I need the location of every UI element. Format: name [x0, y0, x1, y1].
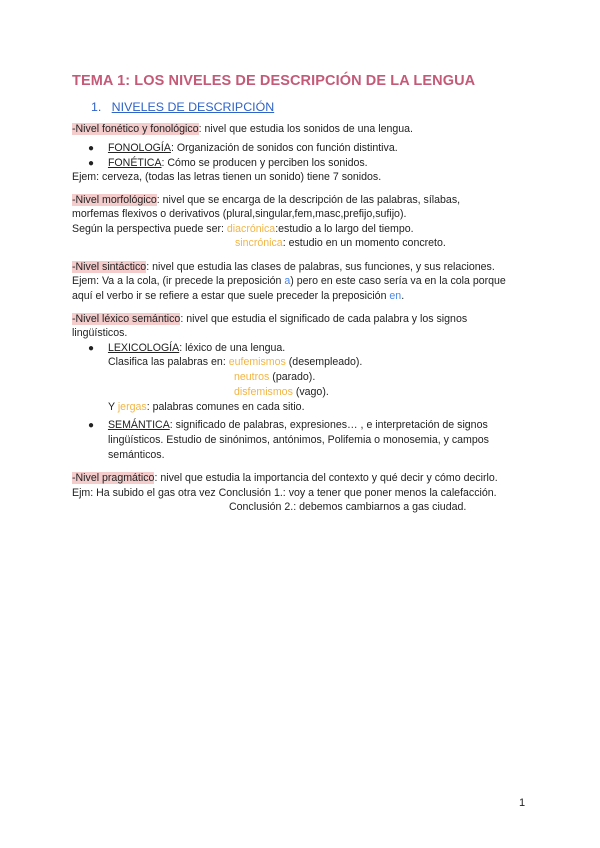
list-item	[88, 418, 488, 433]
bullet-icon: ●	[88, 143, 95, 154]
paragraph-semantico	[72, 312, 467, 326]
text: .	[401, 290, 405, 302]
term-sintactico: -Nivel sintáctico	[72, 261, 147, 273]
list-item	[88, 156, 368, 171]
text: ) pero en este caso sería va en la cola porque	[290, 275, 506, 287]
text-line: lingüísticos.	[72, 327, 128, 339]
bullet-icon: ●	[88, 343, 95, 354]
page-number: 1	[519, 797, 526, 809]
paragraph-sintactico	[72, 260, 495, 274]
term-sincronica: sincrónica	[235, 237, 283, 249]
term-semantica: SEMÁNTICA	[107, 419, 170, 431]
text: : nivel que estudia el significado de cada palabra y los signos	[180, 313, 468, 325]
text-line: lingüísticos. Estudio de sinónimos, antónimos, Polifemia o monosemia, y campos	[108, 434, 489, 446]
paragraph-pragmatico	[72, 471, 498, 485]
text-line	[72, 274, 506, 288]
term-neutros: neutros	[234, 371, 270, 383]
term-jergas: jergas	[117, 401, 147, 413]
term-en: en	[389, 290, 402, 302]
text: (parado).	[269, 371, 316, 383]
text: Clasifica las palabras en:	[108, 356, 229, 368]
text-line: Ejm: Ha subido el gas otra vez Conclusión 1.: voy a tener que poner menos la calefacción.	[72, 487, 497, 499]
text: Y	[108, 401, 118, 413]
term-lexico-semantico: -Nivel léxico semántico	[72, 313, 181, 325]
list-item	[88, 141, 398, 156]
section-number: 1.	[91, 100, 102, 114]
term-a: a	[284, 275, 291, 287]
text: aquí el verbo ir se refiere a estar que suele preceder la preposición	[72, 290, 390, 302]
text-line	[72, 222, 414, 236]
text: : palabras comunes en cada sitio.	[146, 401, 305, 413]
text: : Organización de sonidos con función distintiva.	[170, 142, 398, 154]
term-lexicologia: LEXICOLOGÍA	[107, 342, 180, 354]
text-line: semánticos.	[108, 449, 165, 461]
bullet-icon: ●	[88, 158, 95, 169]
paragraph-fonetico	[72, 122, 413, 136]
section-heading	[91, 100, 274, 114]
text-line	[234, 370, 315, 384]
text: (desempleado).	[285, 356, 363, 368]
paragraph-morfologico	[72, 193, 460, 207]
text: : léxico de una lengua.	[179, 342, 286, 354]
term-disfemismos: disfemismos	[234, 386, 293, 398]
text-line	[108, 355, 362, 369]
text-line	[234, 385, 329, 399]
document-title: TEMA 1: LOS NIVELES DE DESCRIPCIÓN DE LA LENGUA	[72, 73, 476, 89]
text: (vago).	[292, 386, 329, 398]
term-pragmatico: -Nivel pragmático	[72, 472, 155, 484]
term-morfologico: -Nivel morfológico	[72, 194, 157, 206]
section-link[interactable]: NIVELES DE DESCRIPCIÓN	[111, 100, 275, 114]
term-fonetica: FONÉTICA	[107, 157, 162, 169]
term-eufemismos: eufemismos	[228, 356, 286, 368]
text: : nivel que estudia los sonidos de una lengua.	[198, 123, 413, 135]
text: : significado de palabras, expresiones… , e interpretación de signos	[169, 419, 488, 431]
text: : nivel que estudia la importancia del contexto y qué decir y cómo decirlo.	[154, 472, 498, 484]
text: : estudio en un momento concreto.	[282, 237, 446, 249]
text: Ejem: Va a la cola, (ir precede la preposición	[72, 275, 285, 287]
text: : nivel que estudia las clases de palabras, sus funciones, y sus relaciones.	[146, 261, 495, 273]
term-diacronica: diacrónica	[226, 223, 276, 235]
text-line: Conclusión 2.: debemos cambiarnos a gas ciudad.	[229, 501, 467, 513]
text: Según la perspectiva puede ser:	[72, 223, 227, 235]
text-line	[72, 289, 404, 303]
text: : Cómo se producen y perciben los sonidos.	[161, 157, 368, 169]
term-fonologia: FONOLOGÍA	[107, 142, 171, 154]
bullet-icon: ●	[88, 420, 95, 431]
text: : nivel que se encarga de la descripción de las palabras, sílabas,	[156, 194, 461, 206]
text-line	[235, 236, 446, 250]
text-line: morfemas flexivos o derivativos (plural,singular,fem,masc,prefijo,sufijo).	[72, 208, 407, 220]
term-fonetico: -Nivel fonético y fonológico	[72, 123, 199, 135]
example-fonetico: Ejem: cerveza, (todas las letras tienen un sonido) tiene 7 sonidos.	[72, 171, 382, 183]
text: :estudio a lo largo del tiempo.	[275, 223, 414, 235]
list-item	[88, 341, 285, 356]
text-line	[108, 400, 305, 414]
